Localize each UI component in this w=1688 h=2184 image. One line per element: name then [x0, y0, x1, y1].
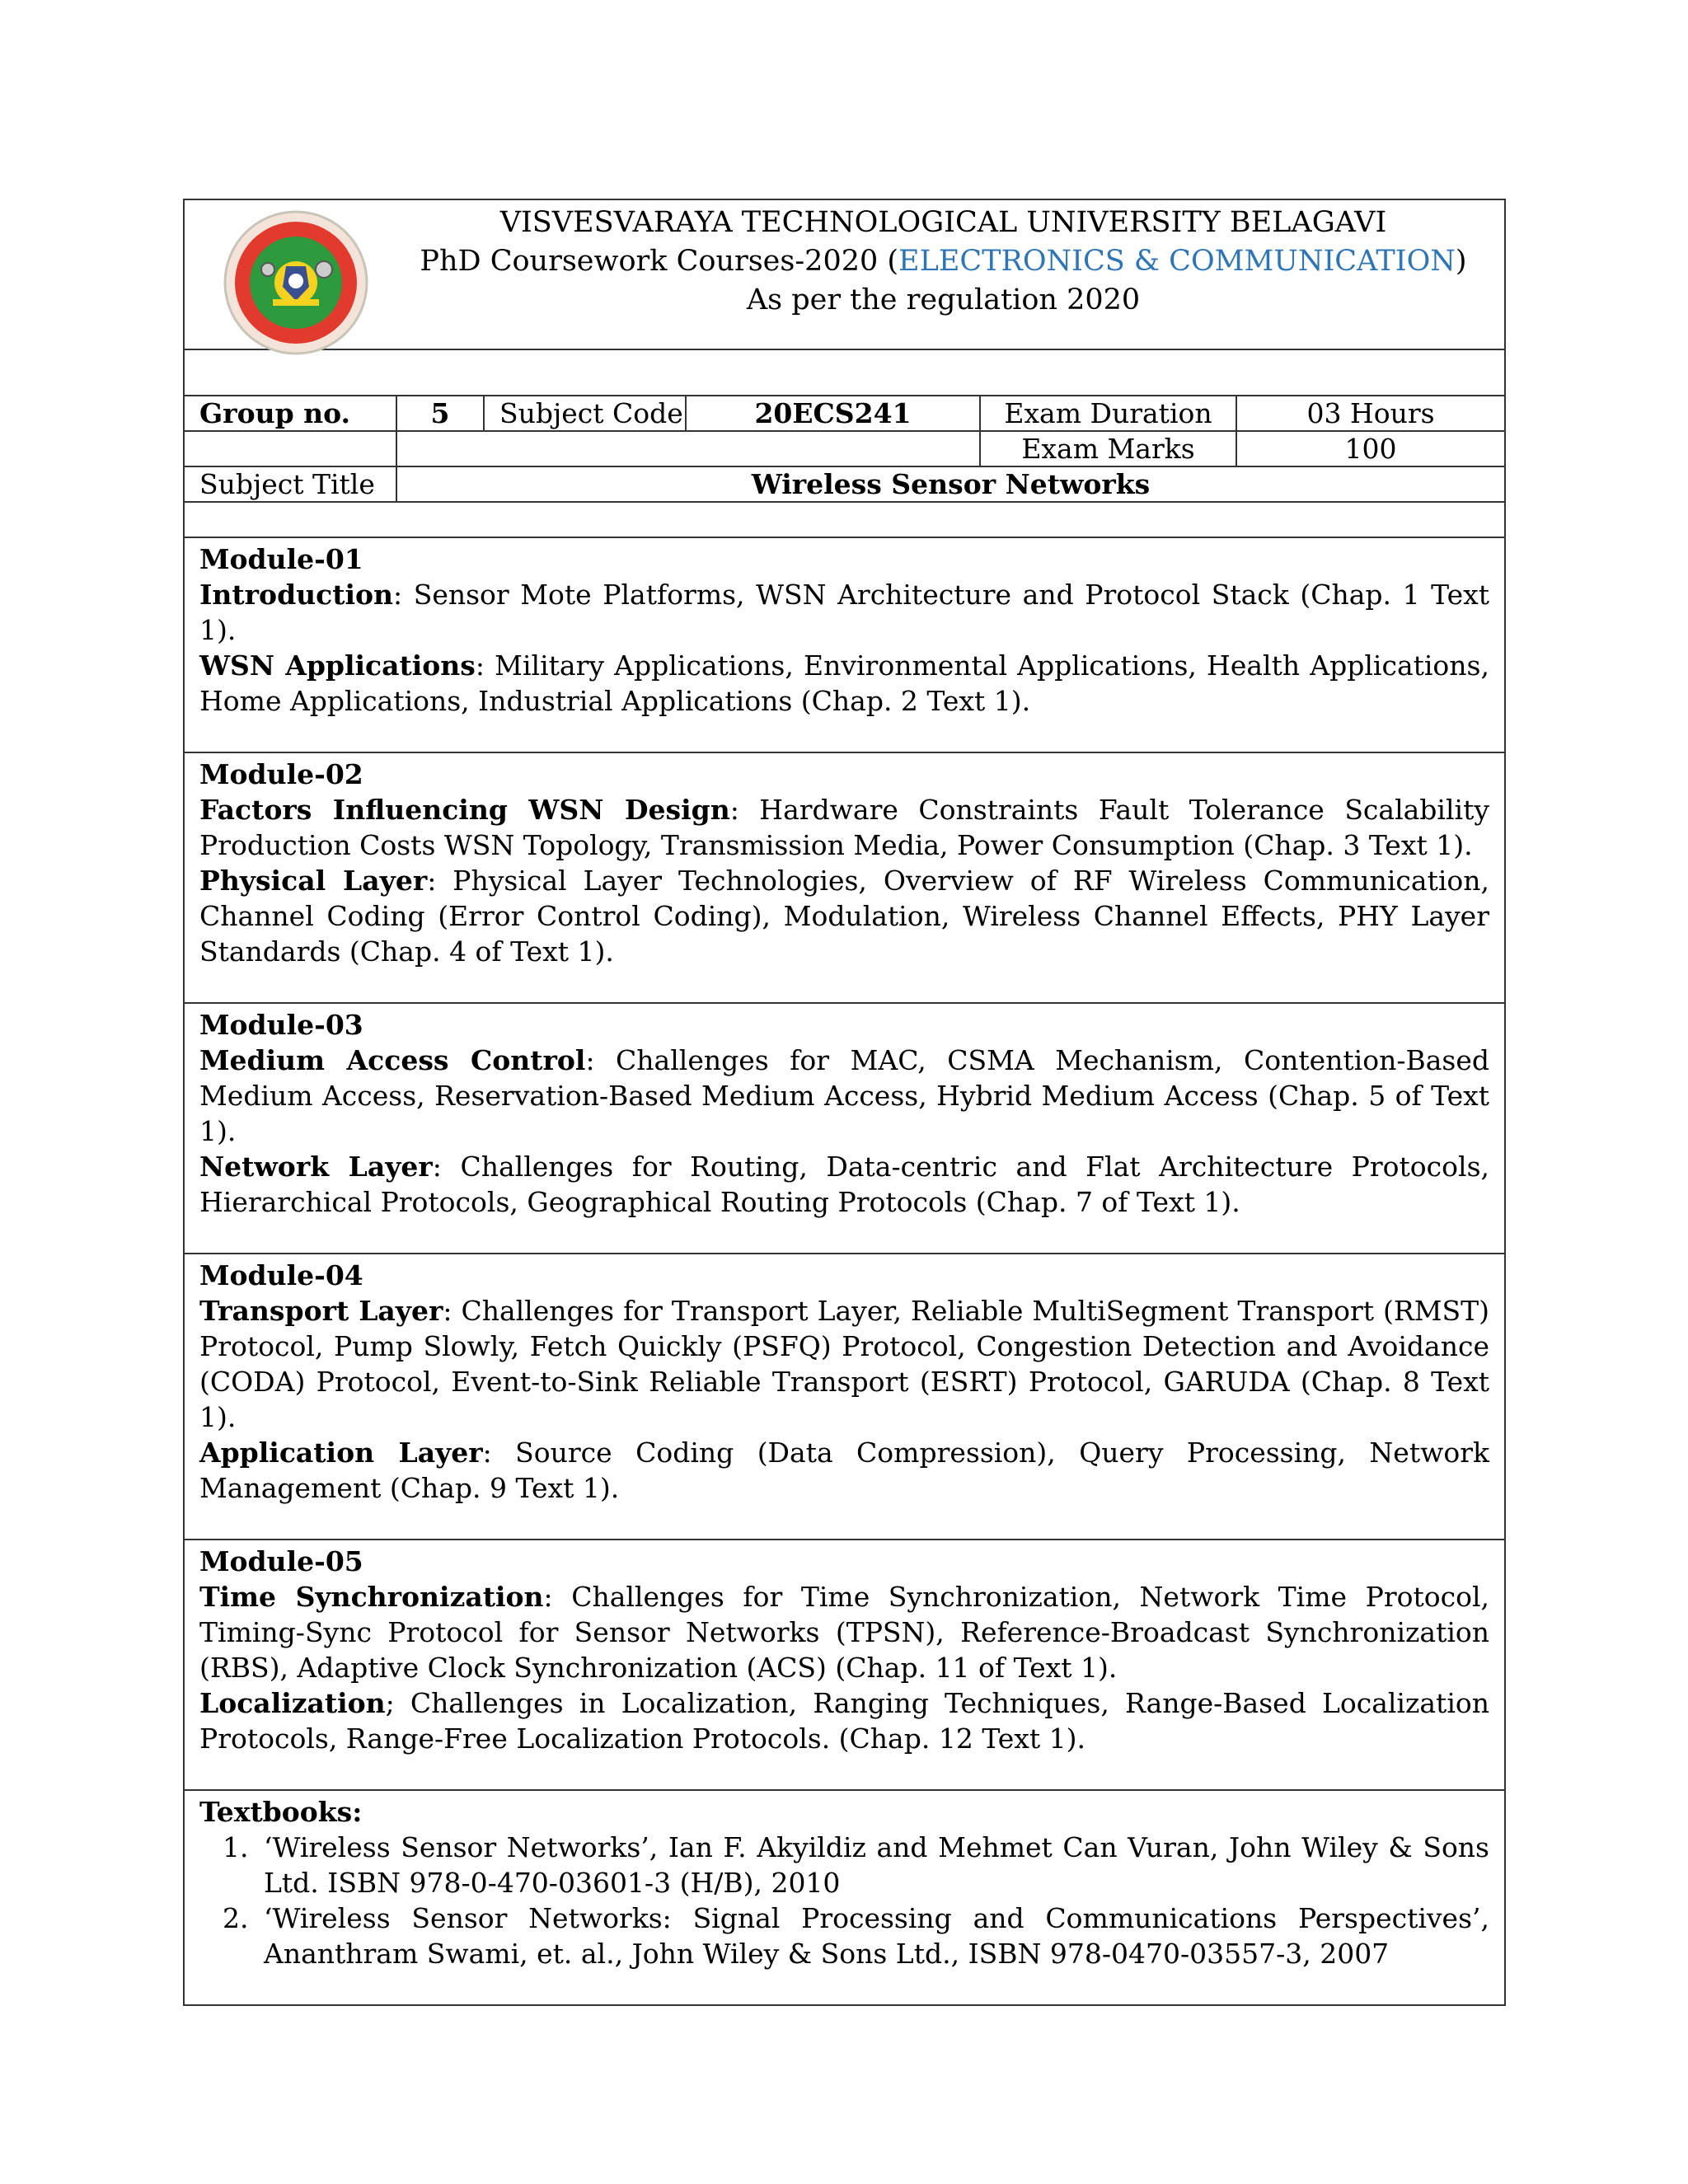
module-title: Module-01: [199, 543, 363, 575]
module-02: [185, 753, 1504, 1004]
module-title: Module-02: [199, 758, 363, 790]
info-row-group: [185, 396, 1504, 431]
header-block: [185, 200, 1504, 350]
module-title: Module-03: [199, 1009, 363, 1041]
university-logo-icon: [222, 209, 370, 357]
textbooks-section: [185, 1791, 1504, 2004]
department-name: ELECTRONICS & COMMUNICATION: [898, 245, 1456, 278]
module-paragraph: Network Layer: Challenges for Routing, Data-centric and Flat Architecture Protocols, Hierarchical Protocols, Geographical Routing Protocols (Chap. 7 of Text 1).: [199, 1151, 1489, 1218]
module-paragraph: Medium Access Control: Challenges for MAC, CSMA Mechanism, Contention-Based Medium Access, Reservation-Based Medium Access, Hybrid Medium Access (Chap. 5 of Text 1).: [199, 1044, 1489, 1147]
subject-code-label: Subject Code: [484, 396, 686, 431]
subject-title-label: Subject Title: [185, 466, 396, 502]
spacer-row: [185, 503, 1504, 538]
textbook-item: 1. ‘Wireless Sensor Networks’, Ian F. Akyildiz and Mehmet Can Vuran, John Wiley & Sons Ltd. ISBN 978-0-470-03601-3 (H/B), 2010: [257, 1830, 1489, 1900]
module-paragraph: Factors Influencing WSN Design: Hardware Constraints Fault Tolerance Scalability Production Costs WSN Topology, Transmission Media, Power Consumption (Chap. 3 Text 1).: [199, 794, 1489, 861]
spacer-row: [185, 350, 1504, 396]
module-paragraph: Application Layer: Source Coding (Data Compression), Query Processing, Network Management (Chap. 9 Text 1).: [199, 1436, 1489, 1504]
exam-marks-value: 100: [1236, 431, 1504, 466]
textbook-item: 2. ‘Wireless Sensor Networks: Signal Processing and Communications Perspectives’, Ananthram Swami, et. al., John Wiley & Sons Ltd., ISBN 978-0470-03557-3, 2007: [257, 1900, 1489, 1971]
university-name: VISVESVARAYA TECHNOLOGICAL UNIVERSITY BELAGAVI: [499, 206, 1387, 239]
group-label: Group no.: [185, 396, 396, 431]
module-paragraph: Localization; Challenges in Localization, Ranging Techniques, Range-Based Localization Protocols, Range-Free Localization Protocols. (Chap. 12 Text 1).: [199, 1687, 1489, 1755]
module-paragraph: Introduction: Sensor Mote Platforms, WSN Architecture and Protocol Stack (Chap. 1 Text 1).: [199, 579, 1489, 646]
info-row-marks: [185, 431, 1504, 466]
module-paragraph: Transport Layer: Challenges for Transport Layer, Reliable MultiSegment Transport (RMST) Protocol, Pump Slowly, Fetch Quickly (PSFQ) Protocol, Congestion Detection and Avoidance (CODA) Protocol, Event-to-Sink Reliable Transport (ESRT) Protocol, GARUDA (Chap. 8 Text 1).: [199, 1295, 1489, 1433]
exam-duration-label: Exam Duration: [980, 396, 1236, 431]
group-value: 5: [396, 396, 484, 431]
subject-code-value: 20ECS241: [686, 396, 980, 431]
module-title: Module-04: [199, 1259, 363, 1291]
textbooks-title: Textbooks:: [199, 1796, 363, 1828]
exam-duration-value: 03 Hours: [1236, 396, 1504, 431]
exam-marks-label: Exam Marks: [980, 431, 1236, 466]
info-row-title: [185, 466, 1504, 502]
module-paragraph: Time Synchronization: Challenges for Time Synchronization, Network Time Protocol, Timing-Sync Protocol for Sensor Networks (TPSN), Reference-Broadcast Synchronization (RBS), Adaptive Clock Synchronization (ACS) (Chap. 11 of Text 1).: [199, 1581, 1489, 1684]
empty-cell: [185, 431, 396, 466]
module-03: [185, 1004, 1504, 1254]
syllabus-table: [183, 199, 1506, 2006]
module-05: [185, 1540, 1504, 1791]
textbook-list: [199, 1830, 1489, 1971]
subject-title-value: Wireless Sensor Networks: [396, 466, 1504, 502]
regulation-line: As per the regulation 2020: [746, 284, 1141, 316]
empty-cell: [396, 431, 980, 466]
course-line: PhD Coursework Courses-2020 (ELECTRONICS & COMMUNICATION): [420, 245, 1467, 278]
info-grid: [185, 396, 1504, 503]
module-title: Module-05: [199, 1545, 363, 1577]
module-paragraph: WSN Applications: Military Applications, Environmental Applications, Health Applications, Home Applications, Industrial Applications (Chap. 2 Text 1).: [199, 649, 1489, 717]
header-text: [399, 204, 1488, 320]
module-paragraph: Physical Layer: Physical Layer Technologies, Overview of RF Wireless Communication, Channel Coding (Error Control Coding), Modulation, Wireless Channel Effects, PHY Layer Standards (Chap. 4 of Text 1).: [199, 865, 1489, 968]
module-01: [185, 538, 1504, 753]
module-04: [185, 1254, 1504, 1540]
